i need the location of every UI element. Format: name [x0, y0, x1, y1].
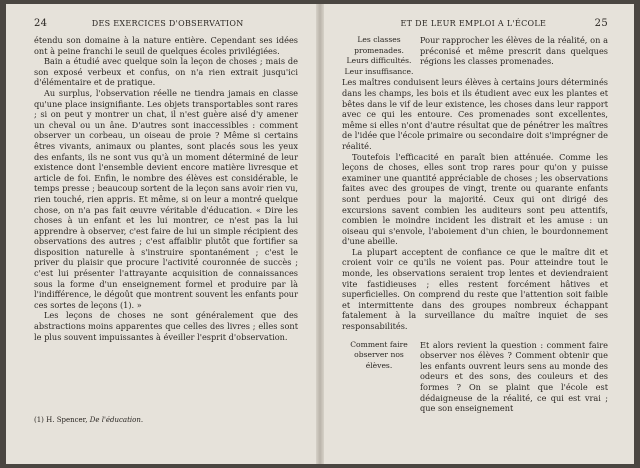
section-body	[420, 340, 608, 414]
footnote	[34, 416, 143, 424]
section-comment-faire	[342, 340, 608, 414]
section-classes-promenades	[342, 35, 608, 77]
right-page	[320, 4, 634, 464]
margin-note: Les classes	[357, 35, 401, 44]
book-spread	[6, 4, 634, 464]
paragraph: Au surplus, l'observation réelle ne tiendra jamais en classe qu'une place insignifiante. Les objets transportables sont rares ; si on peut y montrer un chat, il n'est guère aisé d'y amener un cheval ou un âne. D'autres sont inaccessibles : comment observer un corbeau, un oiseau de proie ? Même si certains êtres vivants, animaux ou plantes, sont placés sous les yeux des enfants, ils ne sont vus qu'à un moment déterminé de leur existence dont l'ensemble devient encore matière livresque et article de foi. Enfin, le nombre des élèves est considérable, le temps presse ; beaucoup sortent de la leçon sans avoir rien vu, rien touché, rien appris. Et même, si on leur a montré quelque chose, on n'a pas fait œuvre véritable d'éducation. « Dire les choses à un enfant et les lui montrer, ce n'est pas la lui apprendre à observer, c'est faire de lui un simple récipient des observations des autres ; c'est affaiblir plutôt que fortifier sa disposition naturelle à s'instruire spontanément ; c'est le priver du plaisir que procure l'activité couronnée de succès ; c'est lui présenter l'attrayante acquisition de connaissances sous la forme d'un enseignement formel et produire par là l'indifférence, le dégoût que montrent souvent les enfants pour ces sortes de leçons (1). »	[34, 87, 298, 310]
right-body-text	[342, 35, 608, 414]
right-page-number: 25	[594, 18, 608, 29]
paragraph: Pour rapprocher les élèves de la réalité, on a préconisé et même prescrit dans quelques régions les classes promenades.	[420, 35, 608, 67]
paragraph: Les leçons de choses ne sont généralement que des abstractions moins apparentes que celles des livres ; elles sont le plus souvent impuissantes à éveiller l'esprit d'observation.	[34, 310, 298, 342]
margin-notes	[342, 35, 420, 77]
left-page	[6, 4, 320, 464]
section-intro	[420, 35, 608, 77]
margin-note: Leurs difficultés.	[346, 56, 412, 66]
footnote-title: De l'éducation.	[89, 416, 144, 424]
paragraph: Et alors revient la question : comment faire observer nos élèves ? Comment obtenir que les enfants ouvrent leurs sens au monde des odeurs et des sons, des couleurs et des formes ? On se plaint que l'école est dédaigneuse de la réalité, ce qui est vrai ; que son enseignement	[420, 339, 608, 414]
right-running-header	[342, 18, 608, 29]
margin-note: observer nos	[354, 350, 404, 360]
margin-note: promenades.	[354, 45, 404, 55]
margin-note: Comment faire	[350, 339, 408, 349]
paragraph: Bain a étudié avec quelque soin la leçon de choses ; mais de son exposé verbeux et confus, on n'a rien extrait jusqu'ici d'élémentaire et de pratique.	[34, 56, 298, 88]
margin-note: élèves.	[365, 360, 393, 370]
margin-notes	[342, 340, 420, 414]
footnote-marker: (1) H. Spencer,	[34, 416, 88, 424]
paragraph: La plupart acceptent de confiance ce que le maître dit et croient voir ce qu'ils ne voient pas. Pour atteindre tout le monde, les observations seraient trop lentes et deviendraient vite fastidieuses ; elles restent forcément hâtives et superficielles. On comprend du reste que l'attention soit faible et intermittente dans des groupes nombreux échappant fatalement à la surveillance du maître inquiet de ses responsabilités.	[342, 246, 608, 332]
left-body-text	[34, 35, 298, 342]
left-page-number: 24	[34, 18, 48, 29]
margin-note: Leur insuffisance.	[344, 66, 414, 76]
paragraph: étendu son domaine à la nature entière. Cependant ses idées ont à peine franchi le seuil de quelques écoles privilégiées.	[34, 35, 298, 56]
paragraph: Toutefois l'efficacité en paraît bien atténuée. Comme les leçons de choses, elles sont trop rares pour qu'on y puisse examiner une quantité appréciable de choses ; les observations faites avec des groupes de vingt, trente ou quarante enfants sont perdues pour la majorité. Ceux qui ont dirigé des excursions savent combien les auditeurs sont peu attentifs, combien le moindre incident les distrait et les amuse : un oiseau qui s'envole, l'aboiement d'un chien, le bourdonnement d'une abeille.	[342, 151, 608, 247]
left-running-header	[34, 18, 298, 29]
paragraph: Les maîtres conduisent leurs élèves à certains jours déterminés dans les champs, les bois et ils étudient avec eux les plantes et bêtes dans le vif de leur existence, les choses dans leur rapport avec ce qui les entoure. Ces promenades sont excellentes, même si elles n'ont d'autre résultat que de pénétrer les maîtres de l'idée que l'école primaire ou secondaire doit s'imprégner de réalité.	[342, 77, 608, 151]
right-running-head: ET DE LEUR EMPLOI A L'ÉCOLE	[400, 19, 547, 28]
left-running-head: DES EXERCICES D'OBSERVATION	[91, 19, 244, 28]
